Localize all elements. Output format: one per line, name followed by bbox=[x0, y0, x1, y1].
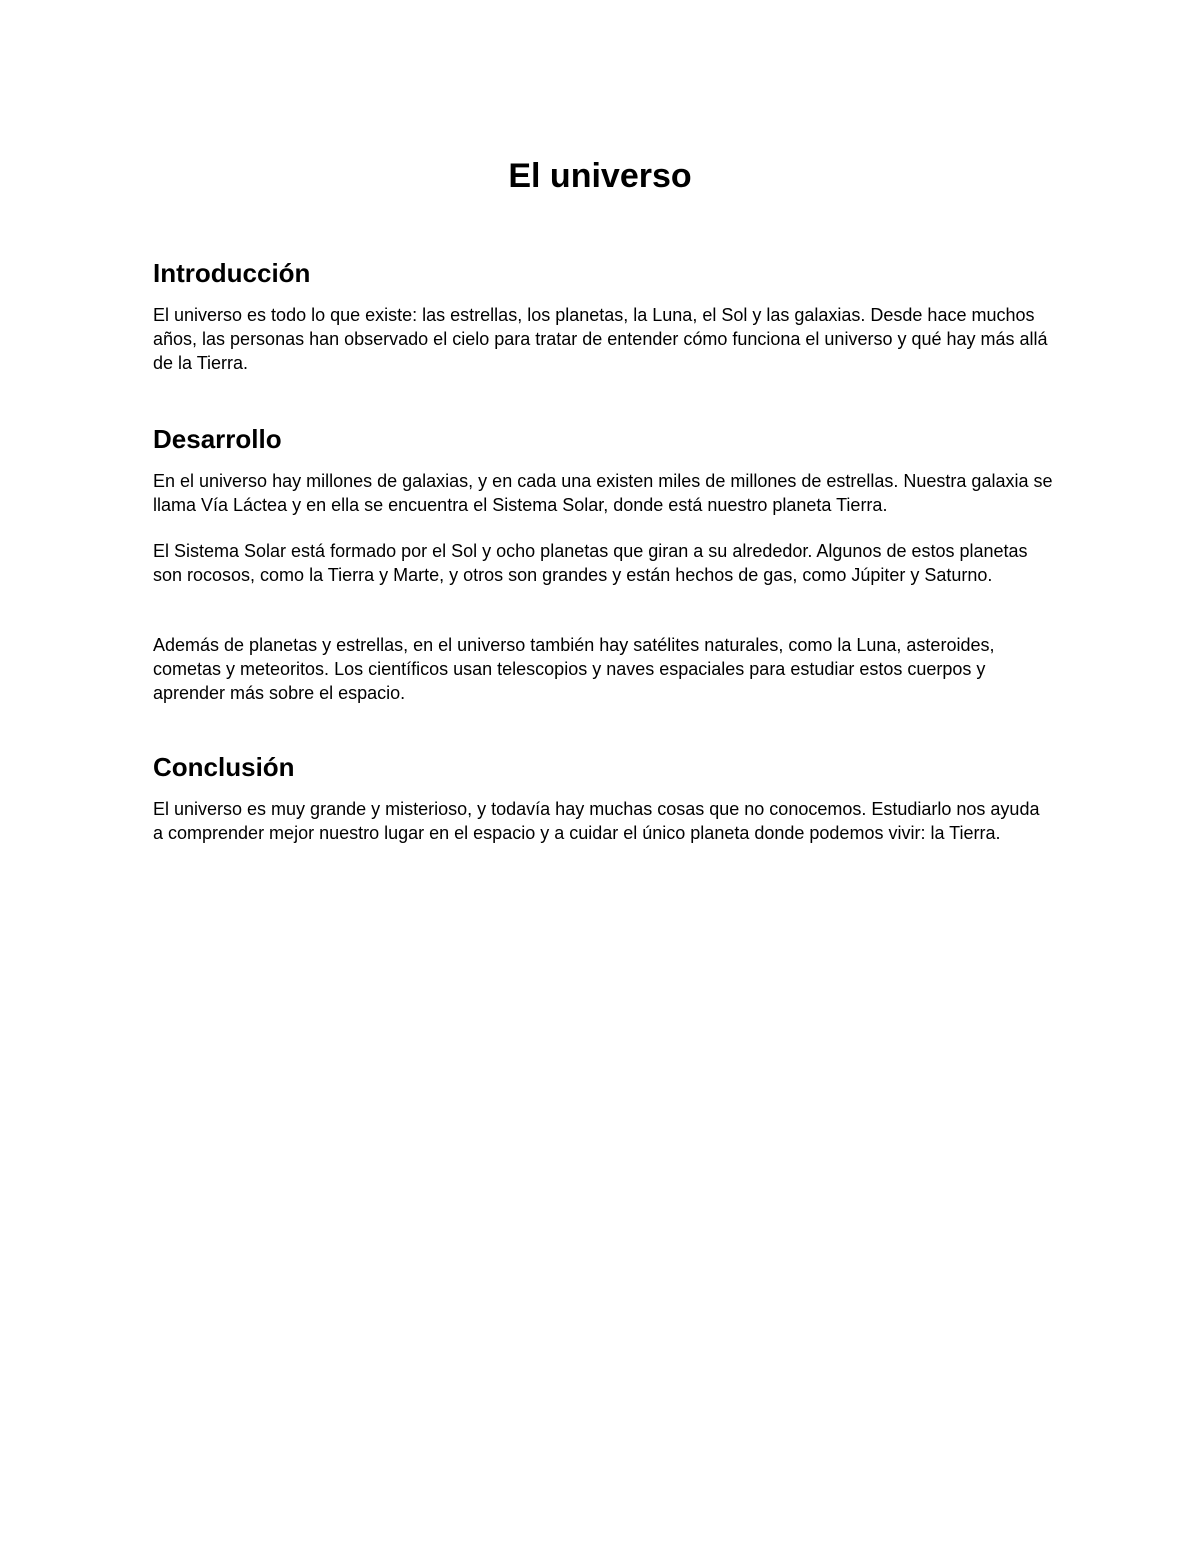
paragraph-desarrollo-1: En el universo hay millones de galaxias, y en cada una existen miles de millones de estrellas. Nuestra galaxia se llama Vía Láctea y en ella se encuentra el Sistema Solar, donde está nuestro planeta Tierra. bbox=[153, 471, 1053, 515]
document-title: El universo bbox=[508, 157, 692, 195]
paragraph-conclusion: El universo es muy grande y misterioso, y todavía hay muchas cosas que no conocemos. Estudiarlo nos ayuda a comprender mejor nuestro lugar en el espacio y a cuidar el único planeta donde podemos vivir: la Tierra. bbox=[153, 799, 1040, 843]
section-heading-desarrollo: Desarrollo bbox=[153, 424, 282, 454]
section-heading-conclusion: Conclusión bbox=[153, 752, 295, 782]
paragraph-desarrollo-3: Además de planetas y estrellas, en el universo también hay satélites naturales, como la Luna, asteroides, cometas y meteoritos. Los científicos usan telescopios y naves espaciales para estudiar estos cuerpos y aprender más sobre el espacio. bbox=[153, 635, 995, 703]
section-heading-introduccion: Introducción bbox=[153, 258, 311, 288]
paragraph-introduccion: El universo es todo lo que existe: las estrellas, los planetas, la Luna, el Sol y las galaxias. Desde hace muchos años, las personas han observado el cielo para tratar de entender cómo funciona el universo y qué hay más allá de la Tierra. bbox=[153, 305, 1048, 373]
paragraph-desarrollo-2: El Sistema Solar está formado por el Sol y ocho planetas que giran a su alrededor. Algunos de estos planetas son rocosos, como la Tierra y Marte, y otros son grandes y están hechos de gas, como Júpiter y Saturno. bbox=[153, 541, 1028, 585]
